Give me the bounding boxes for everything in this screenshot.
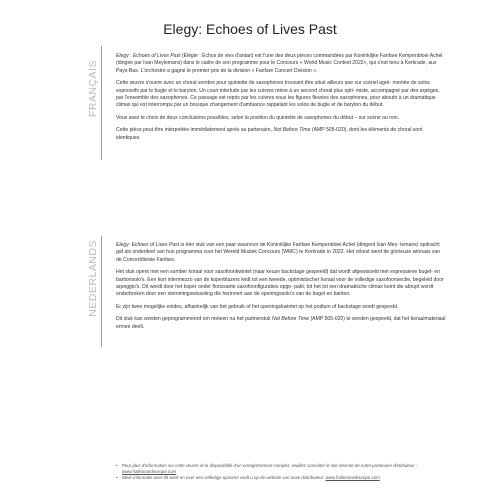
dutch-paragraph-3: Er zijn twee mogelijke eindes, afhankelijk van het gebruik of het openingskwintet op het podium of backstage wordt gespeeld. — [116, 303, 399, 310]
french-paragraph-4-text-a: Cette pièce peut être interprétée immédiatement après sa partenaire, — [116, 127, 274, 134]
french-program-notes — [116, 53, 446, 147]
dutch-paragraph-2: Het stuk opent met een somber koraal voor saxofoonkwintet (naar keuze backstage gespeeld) dat wordt afgewisseld met expressieve bugel- en baritonsolo's. Een kort intermezzo van de koperblazers leidt tot een tweede, optimistischer koraal voor de volledige saxofoonsectie, begeleid door arpeggio's. Dit wordt door het koper onder florissante saxofoonfiguraties opge- pakt, tot het tot een dramatische climax komt die abrupt wordt onderbroken door een stemmingswisseling die herinnert aan de openingssolo's van de bugel en bariton. — [116, 269, 444, 298]
dutch-program-notes — [116, 242, 446, 336]
document-title: Elegy: Echoes of Lives Past — [163, 21, 337, 37]
dutch-paragraph-1-text: is één stuk van een paar waarvoor de Koninklijke Fanfare Kempenbloei Achel (dirigent Ivan Mey- lemans) opdracht gaf als onderdeel van hun programma voor het Wereld Muziek Concours (WMC) te Kerkrade in 2022. Het orkest werd de glorieuze winnaar van de Concertdivisie Fanfare. — [116, 242, 441, 263]
dutch-paragraph-4 — [116, 316, 446, 331]
dutch-paragraph-1 — [116, 242, 446, 264]
french-partner-title: Not Before Time — [273, 127, 311, 134]
dutch-paragraph-4-text-a: Dit stuk kan worden geprogrammeerd om meteen na het partnerstuk — [116, 316, 273, 323]
french-work-title: Elegy : Echoes of Lives Past — [116, 53, 181, 59]
footer-line-dutch: • Meer informatie over dit werk en over een volledige opname vindt u op de website van onze distributeur: www.halleonardeurope.com — [116, 475, 380, 481]
dutch-work-title: Elegy: Echoes of Lives Past — [116, 242, 180, 248]
footer-french-link[interactable]: www.halleonardeurope.com — [122, 469, 177, 475]
footer-dutch-link[interactable]: www.halleonardeurope.com — [325, 475, 380, 481]
french-paragraph-4-text-b: (AMP 505-020), dont les éléments de choral sont identiques. — [116, 127, 423, 141]
footer-french-text: Pour plus d'information sur cette œuvre et la disponibilité d'un enregistrement complet, veuillez consulter le site internet de notre partenaire distributeur : — [122, 463, 418, 468]
section-label-dutch: NEDERLANDS — [87, 240, 99, 317]
footer-notes — [116, 463, 456, 482]
dutch-partner-title: Not Before Time — [272, 316, 310, 323]
footer-dutch-text: Meer informatie over dit werk en over een volledige opname vindt u op de website van onze distributeur: — [122, 475, 325, 481]
section-divider-dutch — [101, 236, 102, 347]
french-paragraph-3: Vous avez le choix de deux conclusions possibles, selon la position du quintette de saxophones du début – sur scène ou non. — [116, 114, 400, 121]
french-paragraph-1-text: (Élégie : Échos de vies d'antan) est l'une des deux pièces commandées par Koninklijke Fanfare Kempenbloei Achel (dirigée par Ivan Meylemans) dans le cadre de son programme pour le Concours « World Music Contest 2022», qui s'est tenu à Kerkrade, aux Pays-Bas. L'orchestre a gagné le premier prix de la division « Fanfare Concert Division ». — [116, 53, 443, 74]
footer-line-french: • Pour plus d'information sur cette œuvre et la disponibilité d'un enregistrement complet, veuillez consulter le site internet de notre partenaire distributeur : www.halleonardeurope.com — [116, 463, 418, 475]
section-divider-french — [101, 46, 102, 160]
french-paragraph-1 — [116, 53, 446, 75]
french-paragraph-2: Cette œuvre s'ouvre avec un choral sombre pour quintette de saxophones trouvant être situé ailleurs que sur scènel agré- mentée de solos expressifs par le bugle et le baryton. Un court interlude par les cuivres mène à un second choral plus opti- miste, accompagné par des arpèges, par l'ensemble des saxophones. Ce passage est repris par les cuivres sous les figures fleuries des saxophones, pour aboutir à un dramatique climax qui est interrompu par un brusque changement d'ambiance rappelant les solos de bugle et de baryton du début. — [116, 80, 440, 109]
section-label-french: FRANÇAIS — [87, 60, 99, 118]
french-paragraph-4 — [116, 127, 446, 142]
dutch-paragraph-4-text-b: (AMP 505-020) te worden gespeeld, dat het koraalmateriaal ermee deelt. — [116, 316, 446, 330]
